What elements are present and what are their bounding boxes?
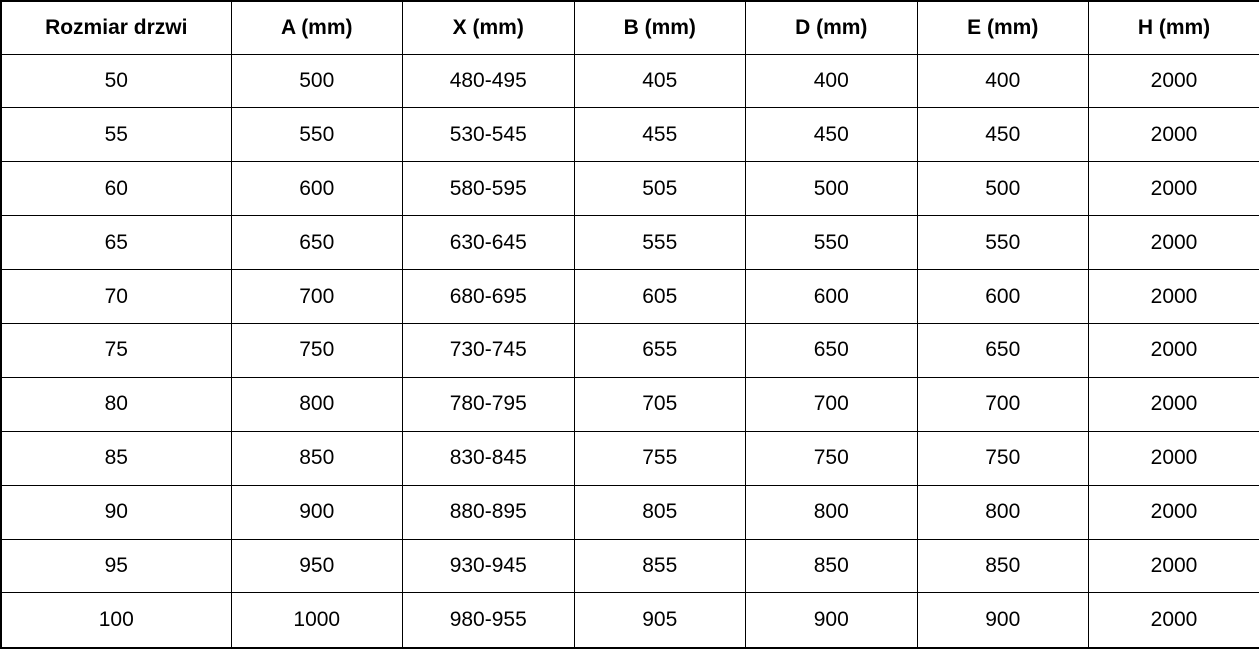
table-row (1, 377, 1259, 431)
table-cell: 60 (1, 162, 231, 216)
table-cell: 700 (231, 270, 403, 324)
table-cell: 1000 (231, 593, 403, 648)
table-row (1, 485, 1259, 539)
table-row (1, 54, 1259, 108)
table-cell: 730-745 (403, 323, 575, 377)
table-cell: 780-795 (403, 377, 575, 431)
table-cell: 85 (1, 431, 231, 485)
table-cell: 850 (917, 539, 1089, 593)
table-cell: 680-695 (403, 270, 575, 324)
table-cell: 50 (1, 54, 231, 108)
table-row (1, 539, 1259, 593)
table-cell: 600 (917, 270, 1089, 324)
table-cell: 100 (1, 593, 231, 648)
table-cell: 700 (746, 377, 918, 431)
table-cell: 800 (917, 485, 1089, 539)
table-body (1, 54, 1259, 648)
column-header: A (mm) (231, 1, 403, 54)
table-row (1, 593, 1259, 648)
table-cell: 800 (231, 377, 403, 431)
table-cell: 880-895 (403, 485, 575, 539)
table-cell: 650 (917, 323, 1089, 377)
table-cell: 80 (1, 377, 231, 431)
table-cell: 2000 (1089, 54, 1259, 108)
table-cell: 65 (1, 216, 231, 270)
table-cell: 500 (917, 162, 1089, 216)
table-cell: 400 (917, 54, 1089, 108)
table-cell: 550 (746, 216, 918, 270)
table-cell: 2000 (1089, 323, 1259, 377)
table-row (1, 108, 1259, 162)
table-header-row (1, 1, 1259, 54)
table-row (1, 162, 1259, 216)
table-row (1, 323, 1259, 377)
column-header: D (mm) (746, 1, 918, 54)
table-cell: 800 (746, 485, 918, 539)
table-cell: 630-645 (403, 216, 575, 270)
table-cell: 755 (574, 431, 746, 485)
table-cell: 600 (746, 270, 918, 324)
table-cell: 650 (746, 323, 918, 377)
table-cell: 850 (746, 539, 918, 593)
table-cell: 500 (746, 162, 918, 216)
table-cell: 480-495 (403, 54, 575, 108)
table-cell: 580-595 (403, 162, 575, 216)
table-cell: 900 (917, 593, 1089, 648)
table-cell: 930-945 (403, 539, 575, 593)
table-cell: 805 (574, 485, 746, 539)
table-row (1, 431, 1259, 485)
table-cell: 705 (574, 377, 746, 431)
table-cell: 750 (746, 431, 918, 485)
table-cell: 655 (574, 323, 746, 377)
table-row (1, 216, 1259, 270)
table-cell: 605 (574, 270, 746, 324)
table-cell: 600 (231, 162, 403, 216)
table-cell: 2000 (1089, 431, 1259, 485)
table-cell: 405 (574, 54, 746, 108)
table-cell: 2000 (1089, 593, 1259, 648)
table-cell: 500 (231, 54, 403, 108)
table-cell: 700 (917, 377, 1089, 431)
table-cell: 450 (917, 108, 1089, 162)
table-cell: 555 (574, 216, 746, 270)
table-cell: 2000 (1089, 485, 1259, 539)
table-cell: 90 (1, 485, 231, 539)
table-cell: 505 (574, 162, 746, 216)
table-cell: 75 (1, 323, 231, 377)
table-cell: 750 (917, 431, 1089, 485)
table-row (1, 270, 1259, 324)
table-cell: 950 (231, 539, 403, 593)
table-cell: 2000 (1089, 377, 1259, 431)
table-cell: 900 (231, 485, 403, 539)
table-cell: 2000 (1089, 216, 1259, 270)
column-header: X (mm) (403, 1, 575, 54)
column-header: B (mm) (574, 1, 746, 54)
table-cell: 450 (746, 108, 918, 162)
table-cell: 400 (746, 54, 918, 108)
column-header: E (mm) (917, 1, 1089, 54)
table-cell: 95 (1, 539, 231, 593)
table-cell: 530-545 (403, 108, 575, 162)
table-cell: 830-845 (403, 431, 575, 485)
table-cell: 855 (574, 539, 746, 593)
table-cell: 850 (231, 431, 403, 485)
table-cell: 550 (231, 108, 403, 162)
table-cell: 550 (917, 216, 1089, 270)
table-cell: 900 (746, 593, 918, 648)
table-cell: 750 (231, 323, 403, 377)
table-cell: 2000 (1089, 162, 1259, 216)
table-cell: 2000 (1089, 108, 1259, 162)
table-cell: 2000 (1089, 270, 1259, 324)
table-header (1, 1, 1259, 54)
table-cell: 2000 (1089, 539, 1259, 593)
table-cell: 70 (1, 270, 231, 324)
table-cell: 455 (574, 108, 746, 162)
table-cell: 650 (231, 216, 403, 270)
column-header: Rozmiar drzwi (1, 1, 231, 54)
column-header: H (mm) (1089, 1, 1259, 54)
table-cell: 905 (574, 593, 746, 648)
table-cell: 55 (1, 108, 231, 162)
table-cell: 980-955 (403, 593, 575, 648)
